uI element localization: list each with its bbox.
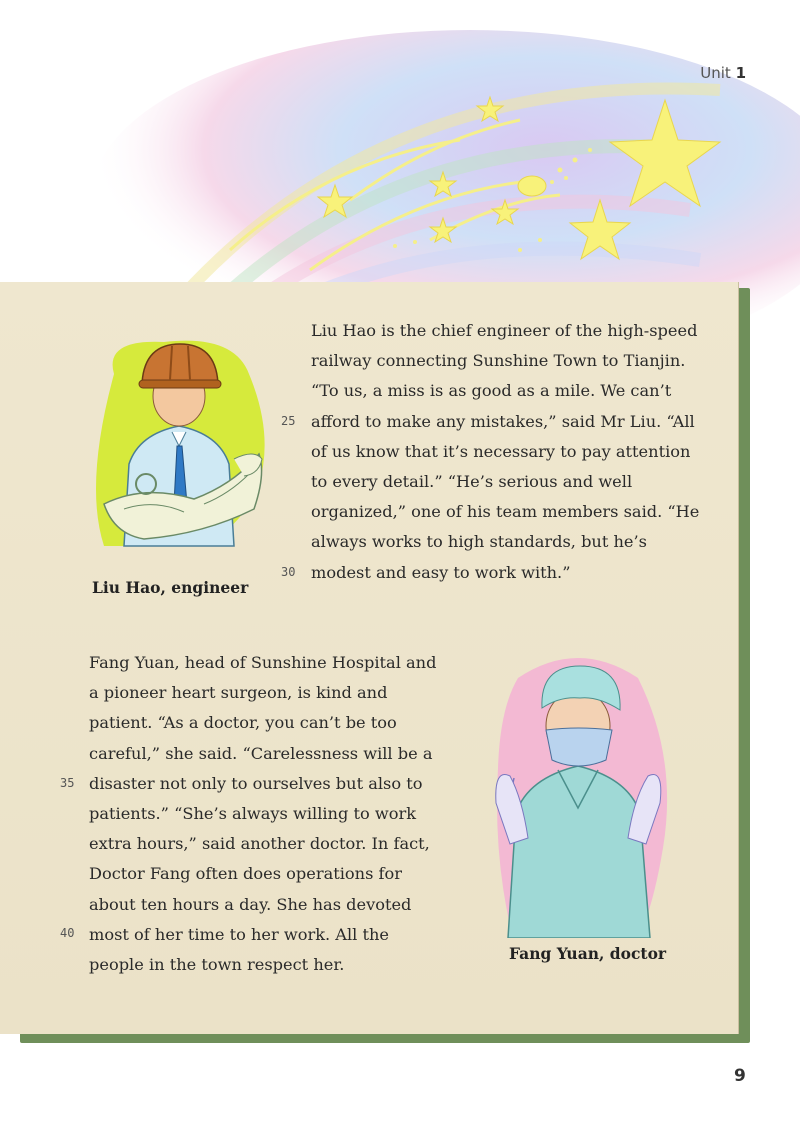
- unit-number: 1: [735, 64, 746, 82]
- doctor-caption: Fang Yuan, doctor: [509, 944, 667, 963]
- engineer-illustration: [84, 334, 274, 552]
- text-line: about ten hours a day. She has devoted: [89, 894, 412, 914]
- text-line: always works to high standards, but he’s: [311, 532, 647, 552]
- text-line: people in the town respect her.: [89, 955, 345, 975]
- text-line: of us know that it’s necessary to pay attention: [311, 441, 691, 461]
- text-line: afford to make any mistakes,” said Mr Liu. “All: [311, 411, 695, 431]
- line-number: 35: [60, 776, 75, 790]
- text-line: railway connecting Sunshine Town to Tianjin.: [311, 351, 686, 371]
- unit-word: Unit: [700, 64, 731, 82]
- text-line: extra hours,” said another doctor. In fact,: [89, 834, 430, 854]
- engineer-caption: Liu Hao, engineer: [92, 578, 249, 597]
- text-line: Fang Yuan, head of Sunshine Hospital and: [89, 653, 437, 672]
- text-line: Liu Hao is the chief engineer of the high-speed: [311, 321, 698, 340]
- text-line: “To us, a miss is as good as a mile. We can’t: [311, 381, 672, 401]
- text-line: most of her time to her work. All the: [89, 924, 390, 944]
- line-number: 40: [60, 926, 75, 940]
- doctor-illustration: [488, 648, 670, 938]
- text-line: to every detail.” “He’s serious and well: [311, 472, 633, 492]
- text-line: careful,” she said. “Carelessness will be a: [89, 743, 433, 763]
- page-number: 9: [734, 1066, 746, 1086]
- text-line: a pioneer heart surgeon, is kind and: [89, 683, 388, 703]
- text-line: disaster not only to ourselves but also to: [89, 773, 423, 793]
- text-line: Doctor Fang often does operations for: [89, 864, 403, 884]
- text-line: modest and easy to work with.”: [311, 562, 571, 582]
- line-number: 25: [281, 414, 296, 428]
- engineer-paragraph: [311, 316, 699, 588]
- line-number: 30: [281, 565, 296, 579]
- text-line: organized,” one of his team members said. “He: [311, 502, 700, 522]
- text-line: patient. “As a doctor, you can’t be too: [89, 713, 397, 733]
- doctor-paragraph: [89, 648, 436, 980]
- unit-label: [700, 64, 746, 82]
- text-line: patients.” “She’s always willing to work: [89, 804, 417, 824]
- star-banner-illustration: [0, 0, 800, 330]
